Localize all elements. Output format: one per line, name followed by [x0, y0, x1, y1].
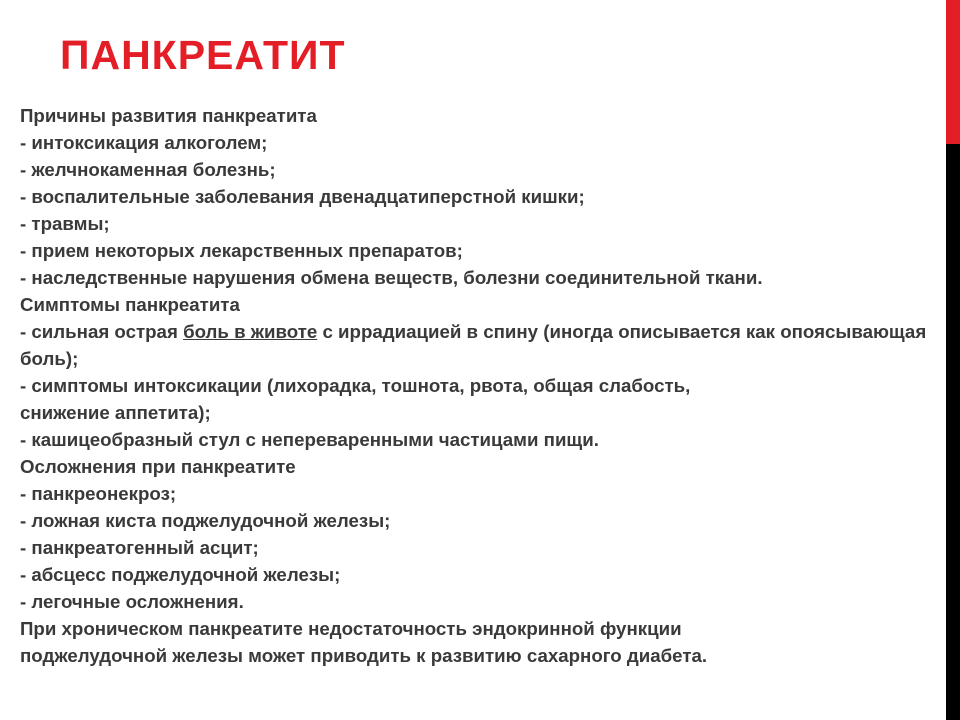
- accent-bar-black: [946, 144, 960, 720]
- conclusion-line: При хроническом панкреатите недостаточность эндокринной функции: [20, 618, 682, 639]
- causes-heading: Причины развития панкреатита: [20, 105, 317, 126]
- symptom-item: [20, 318, 935, 372]
- cause-item: - прием некоторых лекарственных препаратов;: [20, 240, 463, 261]
- symptom-item-suffix: с иррадиацией в спину (иногда описывается как опоясывающая боль);: [20, 321, 927, 369]
- slide-title: ПАНКРЕАТИТ: [60, 32, 346, 78]
- cause-item: - желчнокаменная болезнь;: [20, 159, 276, 180]
- slide-body: [20, 102, 935, 669]
- complication-item: - легочные осложнения.: [20, 591, 244, 612]
- cause-item: - наследственные нарушения обмена веществ, болезни соединительной ткани.: [20, 267, 763, 288]
- complication-item: - панкреонекроз;: [20, 483, 177, 504]
- conclusion-line: поджелудочной железы может приводить к развитию сахарного диабета.: [20, 645, 708, 666]
- abdominal-pain-link[interactable]: боль в животе: [183, 321, 318, 342]
- symptom-item-continued: снижение аппетита);: [20, 402, 211, 423]
- cause-item: - интоксикация алкоголем;: [20, 132, 268, 153]
- complication-item: - панкреатогенный асцит;: [20, 537, 259, 558]
- symptoms-heading: Симптомы панкреатита: [20, 294, 240, 315]
- symptom-item: - симптомы интоксикации (лихорадка, тошнота, рвота, общая слабость,: [20, 375, 691, 396]
- complication-item: - абсцесс поджелудочной железы;: [20, 564, 341, 585]
- accent-bar-red: [946, 0, 960, 144]
- cause-item: - воспалительные заболевания двенадцатиперстной кишки;: [20, 186, 585, 207]
- complications-heading: Осложнения при панкреатите: [20, 456, 296, 477]
- symptom-item-prefix: - сильная острая: [20, 321, 184, 342]
- complication-item: - ложная киста поджелудочной железы;: [20, 510, 391, 531]
- symptom-item: - кашицеобразный стул с непереваренными частицами пищи.: [20, 429, 599, 450]
- cause-item: - травмы;: [20, 213, 110, 234]
